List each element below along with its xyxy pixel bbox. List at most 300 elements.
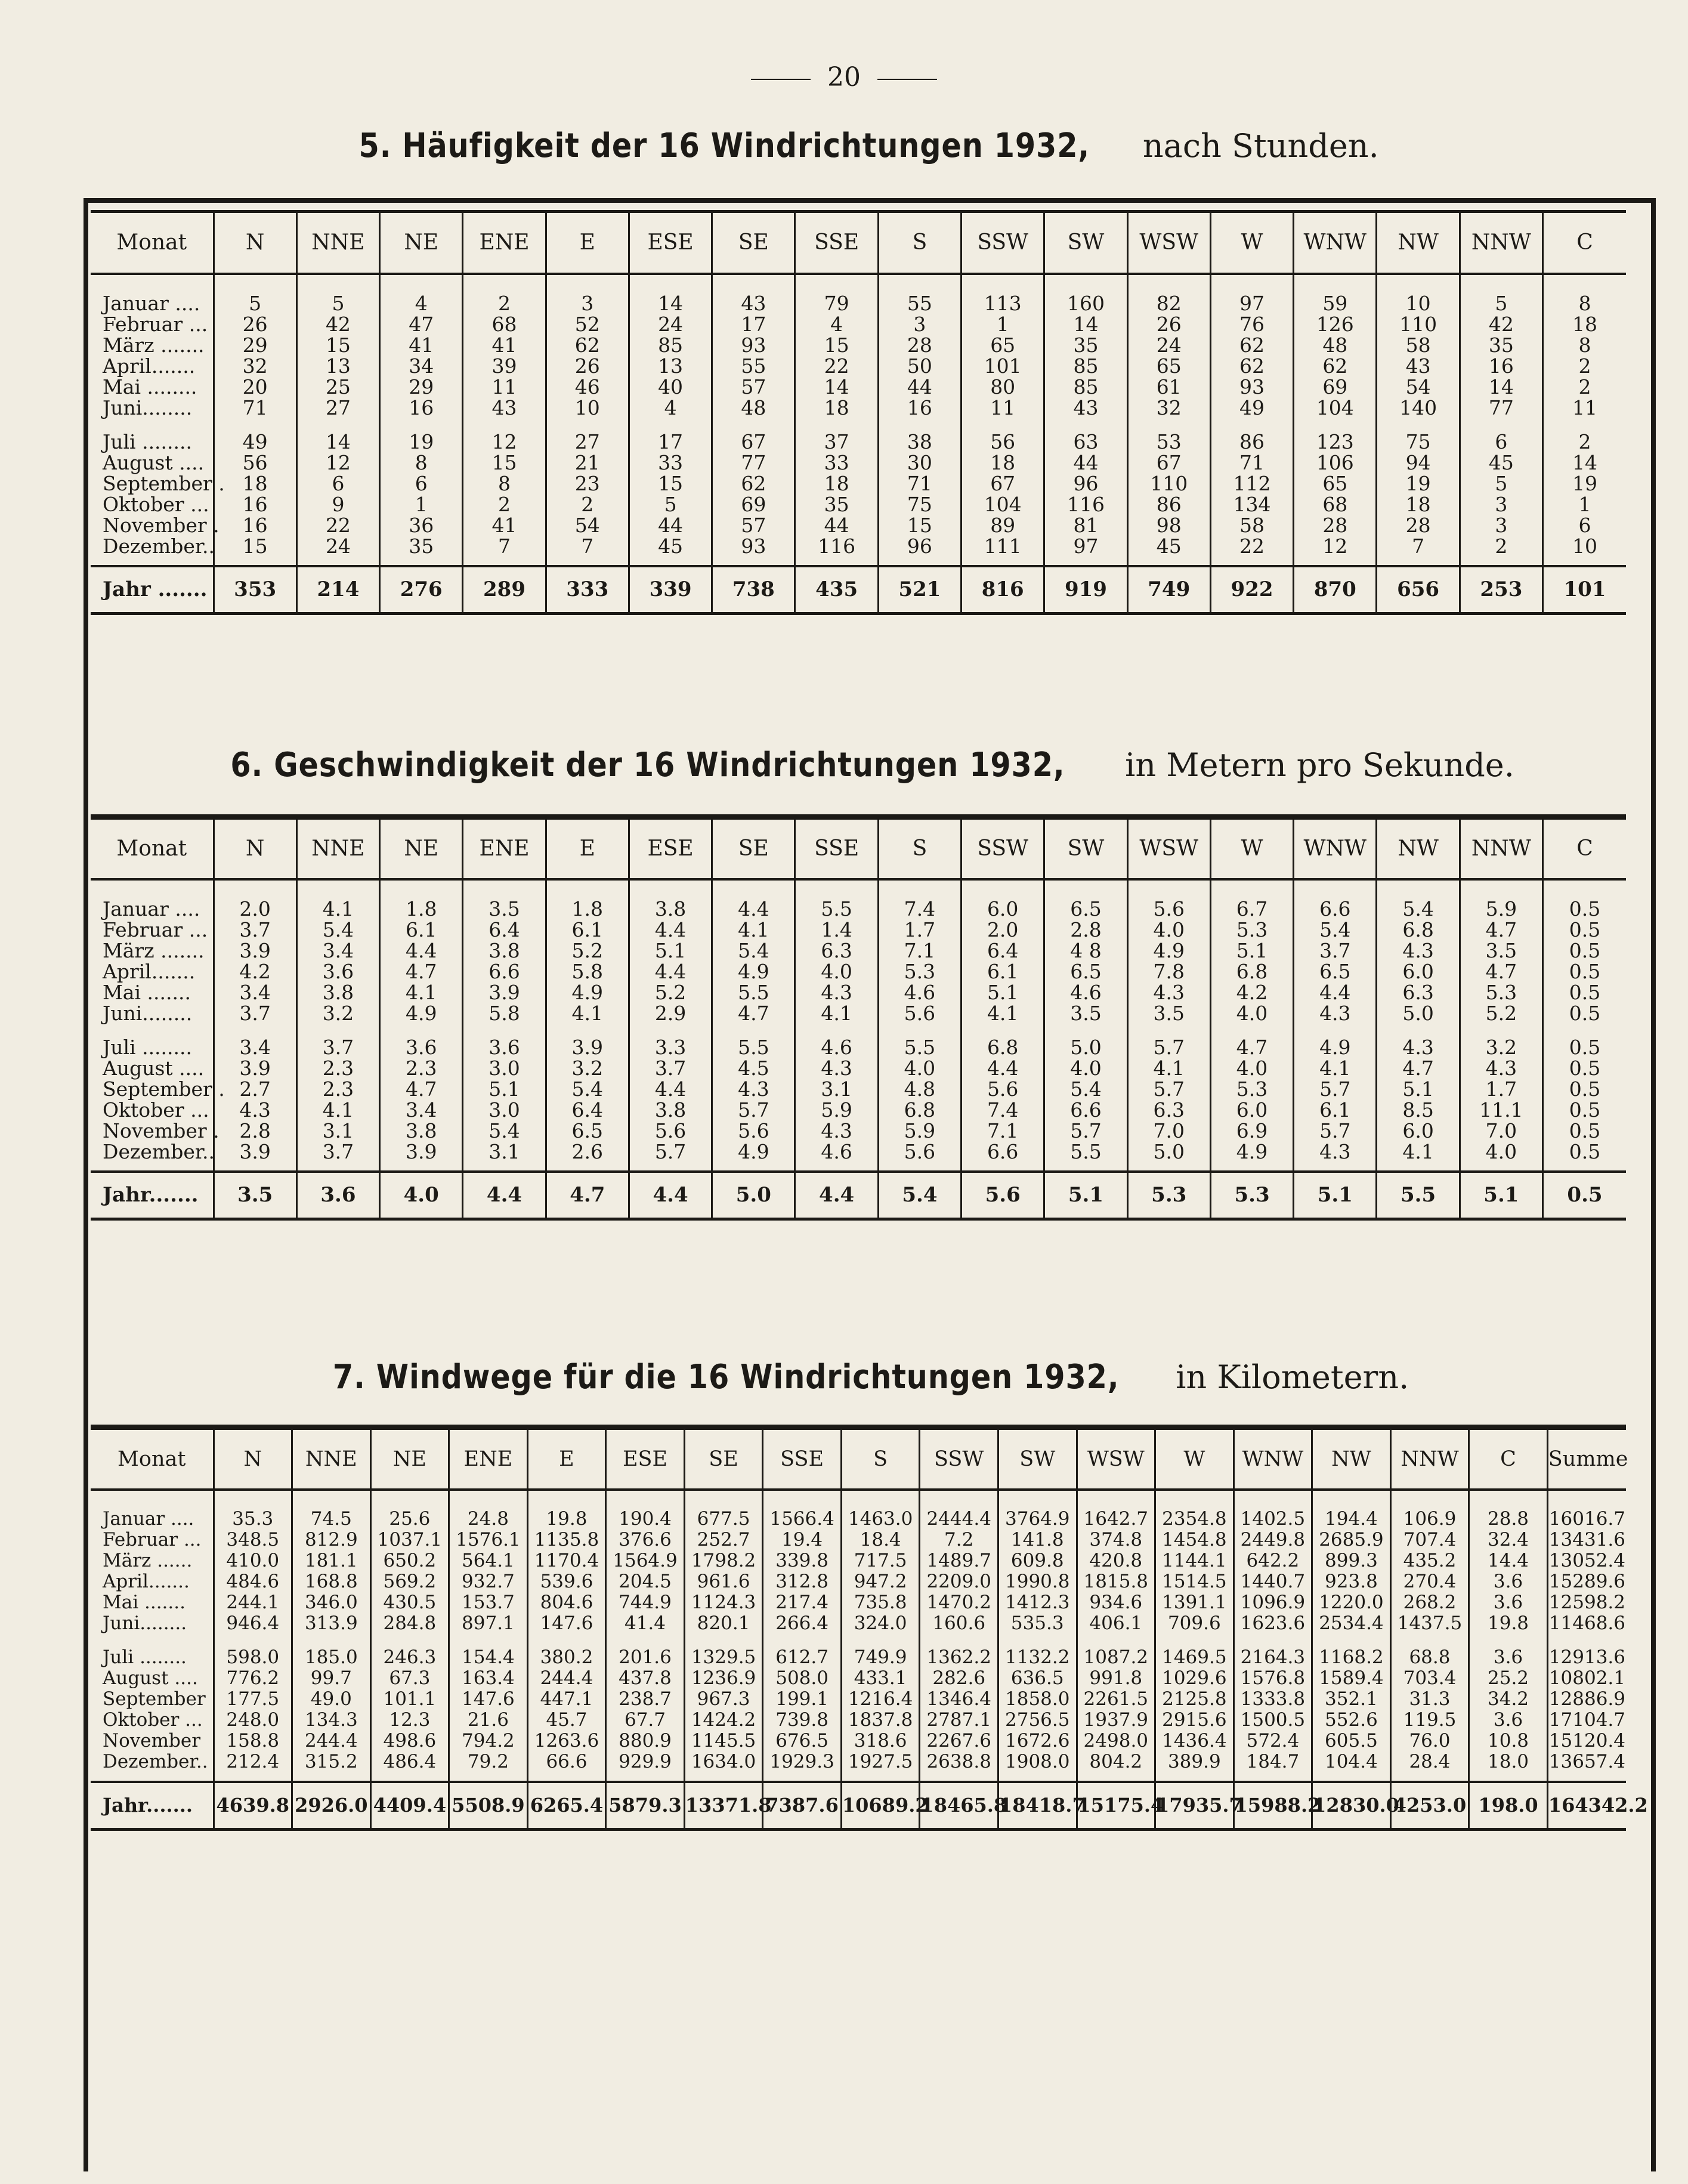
value-cell: 57 — [712, 515, 795, 536]
value-cell: 71 — [214, 397, 296, 418]
value-cell: 11 — [463, 376, 546, 397]
value-cell: 45 — [629, 536, 712, 557]
spacer-cell — [1390, 1634, 1469, 1647]
column-header: NNE — [296, 817, 379, 879]
value-cell: 2.3 — [296, 1058, 379, 1079]
value-cell: 1500.5 — [1233, 1710, 1312, 1731]
value-cell: 899.3 — [1312, 1550, 1391, 1571]
value-cell: 68 — [463, 314, 546, 335]
value-cell: 4.3 — [712, 1079, 795, 1099]
spacer-cell — [214, 1024, 296, 1037]
spacer-cell — [763, 1634, 842, 1647]
value-cell: 15 — [296, 335, 379, 356]
column-header: S — [878, 817, 961, 879]
spacer-row — [91, 1772, 1626, 1782]
spacer-cell — [1377, 274, 1460, 293]
value-cell: 2444.4 — [920, 1509, 998, 1530]
value-cell: 4.4 — [629, 1079, 712, 1099]
value-cell: 1135.8 — [527, 1530, 606, 1550]
value-cell: 1489.7 — [920, 1550, 998, 1571]
value-cell: 4.7 — [712, 1003, 795, 1024]
value-cell: 4.7 — [1460, 961, 1542, 982]
value-cell: 32 — [1127, 397, 1210, 418]
value-cell: 6.3 — [1377, 982, 1460, 1003]
value-cell: 5.1 — [463, 1079, 546, 1099]
value-cell: 339.8 — [763, 1550, 842, 1571]
spacer-cell — [546, 557, 629, 566]
column-header: WNW — [1294, 817, 1377, 879]
value-cell: 35 — [1044, 335, 1127, 356]
value-cell: 5.7 — [712, 1099, 795, 1120]
column-header: W — [1210, 817, 1293, 879]
value-cell: 0.5 — [1543, 1120, 1626, 1141]
total-value: 164342.2 — [1547, 1782, 1626, 1830]
spacer-cell — [1077, 1772, 1155, 1782]
value-cell: 12.3 — [370, 1710, 449, 1731]
value-cell: 2.7 — [214, 1079, 296, 1099]
value-cell: 2498.0 — [1077, 1731, 1155, 1751]
value-cell: 238.7 — [606, 1689, 685, 1710]
value-cell: 158.8 — [214, 1731, 292, 1751]
value-cell: 201.6 — [606, 1647, 685, 1668]
total-row — [91, 566, 1626, 614]
value-cell: 32.4 — [1469, 1530, 1548, 1550]
value-cell: 41 — [380, 335, 463, 356]
column-header: SE — [712, 212, 795, 274]
column-header: ESE — [606, 1428, 685, 1490]
spacer-cell — [878, 418, 961, 431]
value-cell: 14 — [1044, 314, 1127, 335]
value-cell: 1514.5 — [1155, 1571, 1234, 1592]
value-cell: 2 — [546, 494, 629, 515]
spacer-cell — [795, 418, 878, 431]
value-cell: 794.2 — [449, 1731, 528, 1751]
spacer-cell — [527, 1772, 606, 1782]
value-cell: 3.5 — [1460, 940, 1542, 961]
column-header: N — [214, 817, 296, 879]
column-header: SE — [684, 1428, 763, 1490]
value-cell: 3.7 — [296, 1037, 379, 1058]
total-value: 3.5 — [214, 1172, 296, 1219]
value-cell: 147.6 — [527, 1613, 606, 1634]
value-cell: 12598.2 — [1547, 1592, 1626, 1613]
value-cell: 4.3 — [795, 1120, 878, 1141]
value-cell: 1124.3 — [684, 1592, 763, 1613]
month-cell: September . — [103, 471, 225, 495]
spacer-cell — [606, 1772, 685, 1782]
value-cell: 141.8 — [998, 1530, 1077, 1550]
value-cell: 598.0 — [214, 1647, 292, 1668]
month-cell: Januar .... — [103, 897, 200, 920]
table-row — [91, 1647, 1626, 1668]
column-header: Monat — [91, 1428, 214, 1490]
spacer-cell — [878, 274, 961, 293]
spacer-cell — [1155, 1772, 1234, 1782]
column-header: S — [878, 212, 961, 274]
value-cell: 7.8 — [1127, 961, 1210, 982]
value-cell: 76 — [1210, 314, 1293, 335]
value-cell: 36 — [380, 515, 463, 536]
spacer-cell — [463, 1162, 546, 1172]
value-cell: 991.8 — [1077, 1668, 1155, 1689]
value-cell: 104.4 — [1312, 1751, 1391, 1772]
value-cell: 1815.8 — [1077, 1571, 1155, 1592]
value-cell: 62 — [1210, 356, 1293, 376]
table-row — [91, 1613, 1626, 1634]
header-row — [91, 1428, 1626, 1490]
value-cell: 14 — [1543, 452, 1626, 473]
value-cell: 44 — [629, 515, 712, 536]
total-value: 18418.7 — [998, 1782, 1077, 1830]
header-row — [91, 817, 1626, 879]
spacer-cell — [1469, 1772, 1548, 1782]
column-header: NW — [1312, 1428, 1391, 1490]
spacer-cell — [1547, 1490, 1626, 1509]
value-cell: 1576.8 — [1233, 1668, 1312, 1689]
month-cell: Mai ....... — [103, 1591, 186, 1613]
spacer-cell — [684, 1634, 763, 1647]
value-cell: 96 — [1044, 473, 1127, 494]
value-cell: 4 8 — [1044, 940, 1127, 961]
value-cell: 1170.4 — [527, 1550, 606, 1571]
value-cell: 1424.2 — [684, 1710, 763, 1731]
value-cell: 5.1 — [629, 940, 712, 961]
column-header: NE — [380, 212, 463, 274]
value-cell: 67 — [1127, 452, 1210, 473]
value-cell: 2.3 — [296, 1079, 379, 1099]
value-cell: 739.8 — [763, 1710, 842, 1731]
value-cell: 10802.1 — [1547, 1668, 1626, 1689]
value-cell: 1168.2 — [1312, 1647, 1391, 1668]
value-cell: 3.6 — [1469, 1647, 1548, 1668]
value-cell: 4.1 — [1294, 1058, 1377, 1079]
value-cell: 6.8 — [962, 1037, 1044, 1058]
column-header: NW — [1377, 212, 1460, 274]
value-cell: 312.8 — [763, 1571, 842, 1592]
value-cell: 6.9 — [1210, 1120, 1293, 1141]
value-cell: 18 — [1377, 494, 1460, 515]
spacer-cell — [920, 1490, 998, 1509]
value-cell: 4.9 — [1210, 1141, 1293, 1162]
value-cell: 96 — [878, 536, 961, 557]
spacer-cell — [1127, 1024, 1210, 1037]
spacer-cell — [629, 1162, 712, 1172]
value-cell: 4.6 — [1044, 982, 1127, 1003]
value-cell: 484.6 — [214, 1571, 292, 1592]
total-value: 5.1 — [1044, 1172, 1127, 1219]
table-row — [91, 1037, 1626, 1058]
value-cell: 3.4 — [214, 982, 296, 1003]
value-cell: 61 — [1127, 376, 1210, 397]
value-cell: 2915.6 — [1155, 1710, 1234, 1731]
value-cell: 99.7 — [292, 1668, 371, 1689]
total-value: 4.0 — [380, 1172, 463, 1219]
value-cell: 5.3 — [1460, 982, 1542, 1003]
spacer-cell — [1547, 1772, 1626, 1782]
page-number: 20 — [0, 62, 1688, 92]
value-cell: 4.0 — [795, 961, 878, 982]
value-cell: 4.7 — [380, 1079, 463, 1099]
column-header: Summe — [1547, 1428, 1626, 1490]
value-cell: 2.8 — [1044, 919, 1127, 940]
value-cell: 3.7 — [629, 1058, 712, 1079]
value-cell: 3.9 — [463, 982, 546, 1003]
value-cell: 348.5 — [214, 1530, 292, 1550]
spacer-cell — [1233, 1634, 1312, 1647]
table-speed — [91, 814, 1626, 1221]
total-value: 870 — [1294, 566, 1377, 614]
value-cell: 6.1 — [546, 919, 629, 940]
spacer-cell — [380, 1162, 463, 1172]
spacer-cell — [629, 879, 712, 898]
spacer-cell — [841, 1490, 920, 1509]
column-header: SSW — [962, 212, 1044, 274]
spacer-cell — [463, 557, 546, 566]
spacer-row — [91, 1162, 1626, 1172]
value-cell: 15 — [878, 515, 961, 536]
spacer-cell — [292, 1490, 371, 1509]
value-cell: 16 — [214, 515, 296, 536]
table-row — [91, 1710, 1626, 1731]
value-cell: 65 — [962, 335, 1044, 356]
spacer-cell — [1077, 1634, 1155, 1647]
month-cell: Dezember.. — [103, 1750, 208, 1772]
spacer-cell — [1460, 418, 1542, 431]
table-row — [91, 919, 1626, 940]
value-cell: 5.9 — [795, 1099, 878, 1120]
spacer-cell — [296, 1162, 379, 1172]
value-cell: 4.3 — [1127, 982, 1210, 1003]
value-cell: 43 — [463, 397, 546, 418]
spacer-cell — [1377, 879, 1460, 898]
value-cell: 6.4 — [463, 919, 546, 940]
spacer-cell — [1543, 418, 1626, 431]
value-cell: 42 — [296, 314, 379, 335]
value-cell: 6.8 — [878, 1099, 961, 1120]
value-cell: 5.3 — [1210, 919, 1293, 940]
spacer-cell — [1377, 1162, 1460, 1172]
value-cell: 1469.5 — [1155, 1647, 1234, 1668]
value-cell: 4.7 — [1210, 1037, 1293, 1058]
month-cell: November . — [103, 513, 219, 537]
value-cell: 776.2 — [214, 1668, 292, 1689]
value-cell: 4.1 — [962, 1003, 1044, 1024]
value-cell: 163.4 — [449, 1668, 528, 1689]
column-header: Monat — [91, 817, 214, 879]
spacer-cell — [1127, 879, 1210, 898]
value-cell: 17 — [629, 431, 712, 452]
table-row — [91, 1530, 1626, 1550]
spacer-cell — [1543, 1024, 1626, 1037]
value-cell: 1391.1 — [1155, 1592, 1234, 1613]
value-cell: 1.7 — [1460, 1079, 1542, 1099]
spacer-cell — [1127, 418, 1210, 431]
value-cell: 5.7 — [1127, 1037, 1210, 1058]
value-cell: 13657.4 — [1547, 1751, 1626, 1772]
total-row — [91, 1172, 1626, 1219]
value-cell: 4.1 — [380, 982, 463, 1003]
table-row — [91, 452, 1626, 473]
month-cell: Mai ....... — [103, 980, 191, 1004]
column-header: SSE — [763, 1428, 842, 1490]
table-row — [91, 982, 1626, 1003]
spacer-cell — [1547, 1634, 1626, 1647]
value-cell: 5.7 — [1127, 1079, 1210, 1099]
value-cell: 43 — [1377, 356, 1460, 376]
spacer-cell — [91, 557, 214, 566]
value-cell: 154.4 — [449, 1647, 528, 1668]
value-cell: 3.1 — [795, 1079, 878, 1099]
spacer-cell — [1077, 1490, 1155, 1509]
month-cell: April....... — [103, 1570, 190, 1592]
spacer-cell — [1294, 418, 1377, 431]
value-cell: 5.4 — [1044, 1079, 1127, 1099]
value-cell: 89 — [962, 515, 1044, 536]
total-value: 15175.4 — [1077, 1782, 1155, 1830]
value-cell: 3.3 — [629, 1037, 712, 1058]
column-header: SSE — [795, 817, 878, 879]
page-number-rule-right — [877, 79, 937, 80]
value-cell: 5.5 — [1044, 1141, 1127, 1162]
month-cell: Juli ........ — [103, 430, 192, 453]
value-cell: 7.1 — [962, 1120, 1044, 1141]
column-header: W — [1155, 1428, 1234, 1490]
spacer-cell — [1210, 274, 1293, 293]
value-cell: 244.4 — [527, 1668, 606, 1689]
spacer-cell — [1543, 1162, 1626, 1172]
value-cell: 7.2 — [920, 1530, 998, 1550]
value-cell: 34 — [380, 356, 463, 376]
value-cell: 4.3 — [1377, 940, 1460, 961]
value-cell: 116 — [1044, 494, 1127, 515]
value-cell: 106 — [1294, 452, 1377, 473]
value-cell: 212.4 — [214, 1751, 292, 1772]
value-cell: 11.1 — [1460, 1099, 1542, 1120]
value-cell: 34.2 — [1469, 1689, 1548, 1710]
spacer-cell — [214, 879, 296, 898]
total-value: 18465.8 — [920, 1782, 998, 1830]
value-cell: 38 — [878, 431, 961, 452]
value-cell: 62 — [712, 473, 795, 494]
value-cell: 4.3 — [795, 1058, 878, 1079]
value-cell: 24 — [629, 314, 712, 335]
value-cell: 3.1 — [296, 1120, 379, 1141]
value-cell: 6 — [380, 473, 463, 494]
value-cell: 101.1 — [370, 1689, 449, 1710]
total-value: 816 — [962, 566, 1044, 614]
value-cell: 54 — [546, 515, 629, 536]
total-value: 6265.4 — [527, 1782, 606, 1830]
value-cell: 217.4 — [763, 1592, 842, 1613]
value-cell: 119.5 — [1390, 1710, 1469, 1731]
spacer-cell — [91, 879, 214, 898]
value-cell: 18 — [795, 473, 878, 494]
spacer-row — [91, 1024, 1626, 1037]
value-cell: 4.3 — [214, 1099, 296, 1120]
spacer-cell — [1543, 274, 1626, 293]
value-cell: 57 — [712, 376, 795, 397]
spacer-cell — [380, 557, 463, 566]
value-cell: 7.1 — [878, 940, 961, 961]
value-cell: 16016.7 — [1547, 1509, 1626, 1530]
spacer-cell — [998, 1490, 1077, 1509]
value-cell: 33 — [795, 452, 878, 473]
value-cell: 389.9 — [1155, 1751, 1234, 1772]
value-cell: 17104.7 — [1547, 1710, 1626, 1731]
column-header: W — [1210, 212, 1293, 274]
value-cell: 0.5 — [1543, 919, 1626, 940]
spacer-cell — [463, 274, 546, 293]
table-row — [91, 1099, 1626, 1120]
value-cell: 252.7 — [684, 1530, 763, 1550]
value-cell: 153.7 — [449, 1592, 528, 1613]
value-cell: 14 — [629, 293, 712, 314]
value-cell: 1634.0 — [684, 1751, 763, 1772]
column-header: NW — [1377, 817, 1460, 879]
spacer-cell — [962, 557, 1044, 566]
value-cell: 134 — [1210, 494, 1293, 515]
value-cell: 28 — [1377, 515, 1460, 536]
total-value: 5.0 — [712, 1172, 795, 1219]
spacer-cell — [296, 1024, 379, 1037]
total-value: 4.7 — [546, 1172, 629, 1219]
total-value: 3.6 — [296, 1172, 379, 1219]
value-cell: 4.9 — [1127, 940, 1210, 961]
value-cell: 3.6 — [296, 961, 379, 982]
month-cell: Februar ... — [103, 1528, 202, 1550]
value-cell: 93 — [1210, 376, 1293, 397]
value-cell: 8.5 — [1377, 1099, 1460, 1120]
spacer-cell — [1294, 879, 1377, 898]
spacer-cell — [1127, 274, 1210, 293]
value-cell: 29 — [380, 376, 463, 397]
value-cell: 3.2 — [546, 1058, 629, 1079]
value-cell: 4.3 — [795, 982, 878, 1003]
table-row — [91, 473, 1626, 494]
value-cell: 5.6 — [712, 1120, 795, 1141]
month-cell: Februar ... — [103, 918, 208, 941]
value-cell: 184.7 — [1233, 1751, 1312, 1772]
total-value: 2926.0 — [292, 1782, 371, 1830]
value-cell: 19 — [1377, 473, 1460, 494]
value-cell: 3 — [546, 293, 629, 314]
spacer-cell — [1155, 1490, 1234, 1509]
value-cell: 2.3 — [380, 1058, 463, 1079]
value-cell: 4.0 — [1460, 1141, 1542, 1162]
value-cell: 5.0 — [1127, 1141, 1210, 1162]
value-cell: 4.0 — [1210, 1003, 1293, 1024]
value-cell: 929.9 — [606, 1751, 685, 1772]
table-row — [91, 1079, 1626, 1099]
total-label: Jahr....... — [91, 1782, 214, 1830]
value-cell: 1329.5 — [684, 1647, 763, 1668]
value-cell: 270.4 — [1390, 1571, 1469, 1592]
value-cell: 68 — [1294, 494, 1377, 515]
spacer-cell — [527, 1634, 606, 1647]
value-cell: 3.0 — [463, 1058, 546, 1079]
value-cell: 1145.5 — [684, 1731, 763, 1751]
value-cell: 0.5 — [1543, 1058, 1626, 1079]
value-cell: 7.0 — [1127, 1120, 1210, 1141]
spacer-cell — [795, 879, 878, 898]
value-cell: 1564.9 — [606, 1550, 685, 1571]
value-cell: 40 — [629, 376, 712, 397]
value-cell: 3.8 — [629, 898, 712, 919]
value-cell: 539.6 — [527, 1571, 606, 1592]
total-value: 5.4 — [878, 1172, 961, 1219]
spacer-cell — [214, 1162, 296, 1172]
spacer-cell — [1127, 1162, 1210, 1172]
